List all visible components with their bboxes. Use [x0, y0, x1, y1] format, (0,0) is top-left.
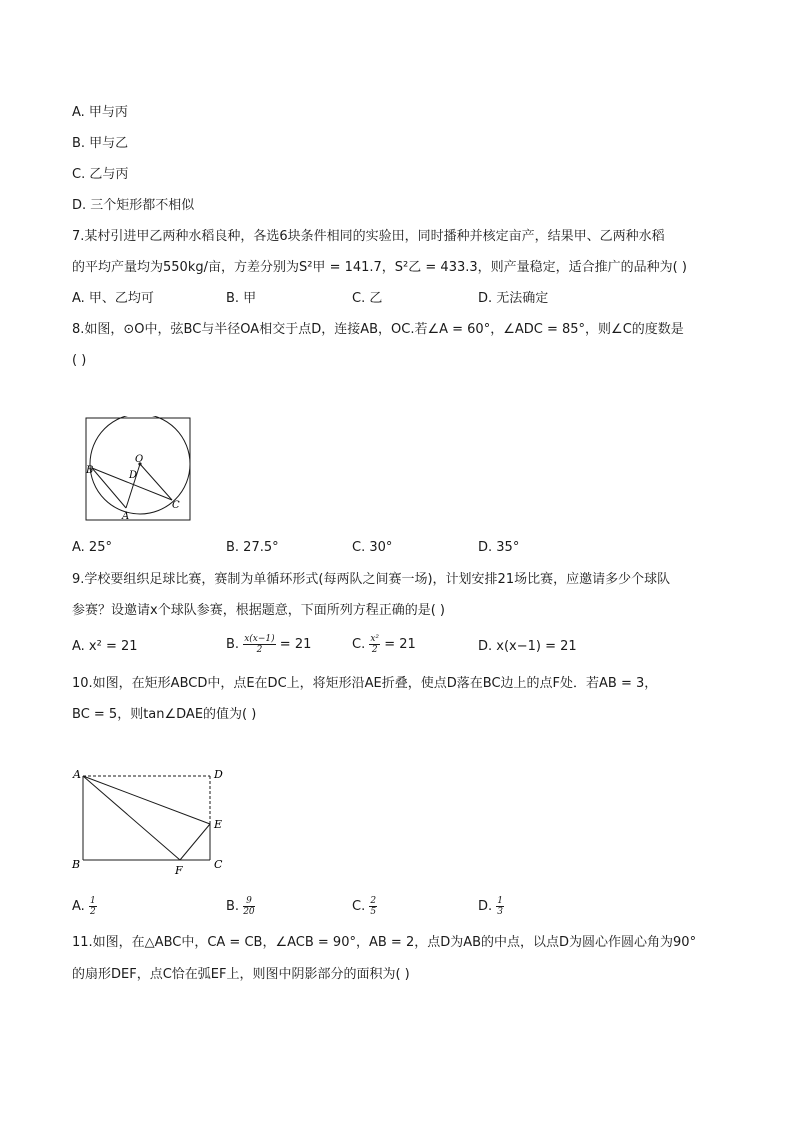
q7-option-d: D. 无法确定	[478, 291, 549, 306]
q10-option-c	[352, 896, 377, 917]
q9-option-d: D. x(x−1) = 21	[478, 639, 577, 654]
q7-option-b: B. 甲	[226, 291, 257, 306]
q10-segment-fe	[180, 824, 210, 860]
q10-option-c-numerator: 2	[370, 896, 377, 906]
q9-option-c-suffix: = 21	[384, 637, 416, 652]
q10-option-a-prefix: A.	[72, 899, 85, 914]
q9-option-c-fraction	[369, 634, 380, 655]
q8-label-a: A	[122, 511, 130, 522]
q8-label-d: D	[129, 470, 138, 481]
q8-option-c: C. 30°	[352, 540, 393, 555]
q9-option-b-suffix: = 21	[279, 637, 312, 652]
q6-option-b: B. 甲与乙	[72, 136, 129, 151]
q8-option-b: B. 27.5°	[226, 540, 279, 555]
q10-label-f: F	[175, 864, 183, 877]
q9-option-b	[226, 634, 311, 655]
q10-option-c-denominator: 5	[370, 907, 377, 917]
q9-option-b-numerator: x(x−1)	[244, 634, 275, 644]
q10-option-d	[478, 896, 504, 917]
q11-stem-line2: 的扇形DEF，点C恰在弧EF上，则图中阴影部分的面积为( )	[72, 967, 410, 982]
q10-stem-line2: BC = 5，则tan∠DAE的值为( )	[72, 707, 257, 722]
q10-label-c: C	[214, 858, 223, 871]
q11-stem-line1: 11.如图，在△ABC中，CA = CB，∠ACB = 90°，AB = 2，点D为AB的中点，以点D为圆心作圆心角为90°	[72, 935, 697, 950]
q10-rectangle-figure	[70, 764, 230, 878]
q10-label-a: A	[73, 768, 81, 781]
q10-option-b-denominator: 20	[243, 907, 255, 917]
q10-option-b-fraction	[243, 896, 254, 917]
q7-option-a: A. 甲、乙均可	[72, 291, 154, 306]
q9-option-b-prefix: B.	[226, 637, 240, 652]
q9-option-b-denominator: 2	[256, 645, 263, 655]
q10-option-d-fraction	[496, 896, 504, 917]
q8-circle-figure	[84, 416, 194, 524]
q10-option-a-fraction	[89, 896, 97, 917]
q10-option-b-prefix: B.	[226, 899, 240, 914]
q9-stem-line2: 参赛？设邀请x个球队参赛，根据题意，下面所列方程正确的是( )	[72, 603, 445, 618]
q10-label-b: B	[72, 858, 81, 871]
q7-stem-line1: 7.某村引进甲乙两种水稻良种，各选6块条件相同的实验田，同时播种并核定亩产，结果甲、乙两种水稻	[72, 229, 665, 244]
q10-option-b	[226, 896, 255, 917]
q10-option-a	[72, 896, 97, 917]
q8-label-b: B	[86, 465, 94, 476]
q8-stem-line2: ( )	[72, 353, 87, 368]
q10-option-b-numerator: 9	[243, 896, 254, 907]
q10-label-d: D	[214, 768, 223, 781]
q9-stem-line1: 9.学校要组织足球比赛，赛制为单循环形式(每两队之间赛一场)，计划安排21场比赛，应邀请多少个球队	[72, 572, 671, 587]
q7-stem-line2: 的平均产量均为550kg/亩，方差分别为S²甲 = 141.7，S²乙 = 433.3，则产量稳定，适合推广的品种为( )	[72, 260, 687, 275]
q10-label-e: E	[214, 818, 223, 831]
q10-stem-line1: 10.如图，在矩形ABCD中，点E在DC上，将矩形沿AE折叠，使点D落在BC边上的点F处．若AB = 3，	[72, 676, 658, 691]
q9-option-c-denominator: 2	[371, 645, 378, 655]
q10-option-a-numerator: 1	[89, 896, 96, 906]
q10-segment-af	[83, 776, 180, 860]
q8-label-o: O	[135, 454, 144, 465]
q6-option-c: C. 乙与丙	[72, 167, 129, 182]
q10-option-d-prefix: D.	[478, 899, 493, 914]
q9-option-c-prefix: C.	[352, 637, 366, 652]
q8-stem-line1: 8.如图，⊙O中，弦BC与半径OA相交于点D，连接AB，OC.若∠A = 60°，∠ADC = 85°，则∠C的度数是	[72, 322, 684, 337]
q10-option-c-fraction	[369, 896, 377, 917]
q9-option-c-numerator: x²	[370, 634, 380, 644]
q10-option-a-denominator: 2	[89, 907, 96, 917]
q8-label-c: C	[172, 500, 180, 511]
q10-fold-ae	[83, 776, 210, 824]
q10-option-c-prefix: C.	[352, 899, 366, 914]
q9-option-c	[352, 634, 416, 655]
q9-option-a: A. x² = 21	[72, 639, 138, 654]
q8-segment-ab	[92, 468, 126, 508]
q8-segment-oc	[140, 464, 172, 500]
q6-option-a: A. 甲与丙	[72, 105, 128, 120]
q8-option-d: D. 35°	[478, 540, 520, 555]
q9-option-b-fraction	[243, 634, 275, 655]
q7-option-c: C. 乙	[352, 291, 383, 306]
q6-option-d: D. 三个矩形都不相似	[72, 198, 195, 213]
q8-option-a: A. 25°	[72, 540, 112, 555]
q10-option-d-denominator: 3	[497, 907, 504, 917]
q10-option-d-numerator: 1	[497, 896, 504, 906]
